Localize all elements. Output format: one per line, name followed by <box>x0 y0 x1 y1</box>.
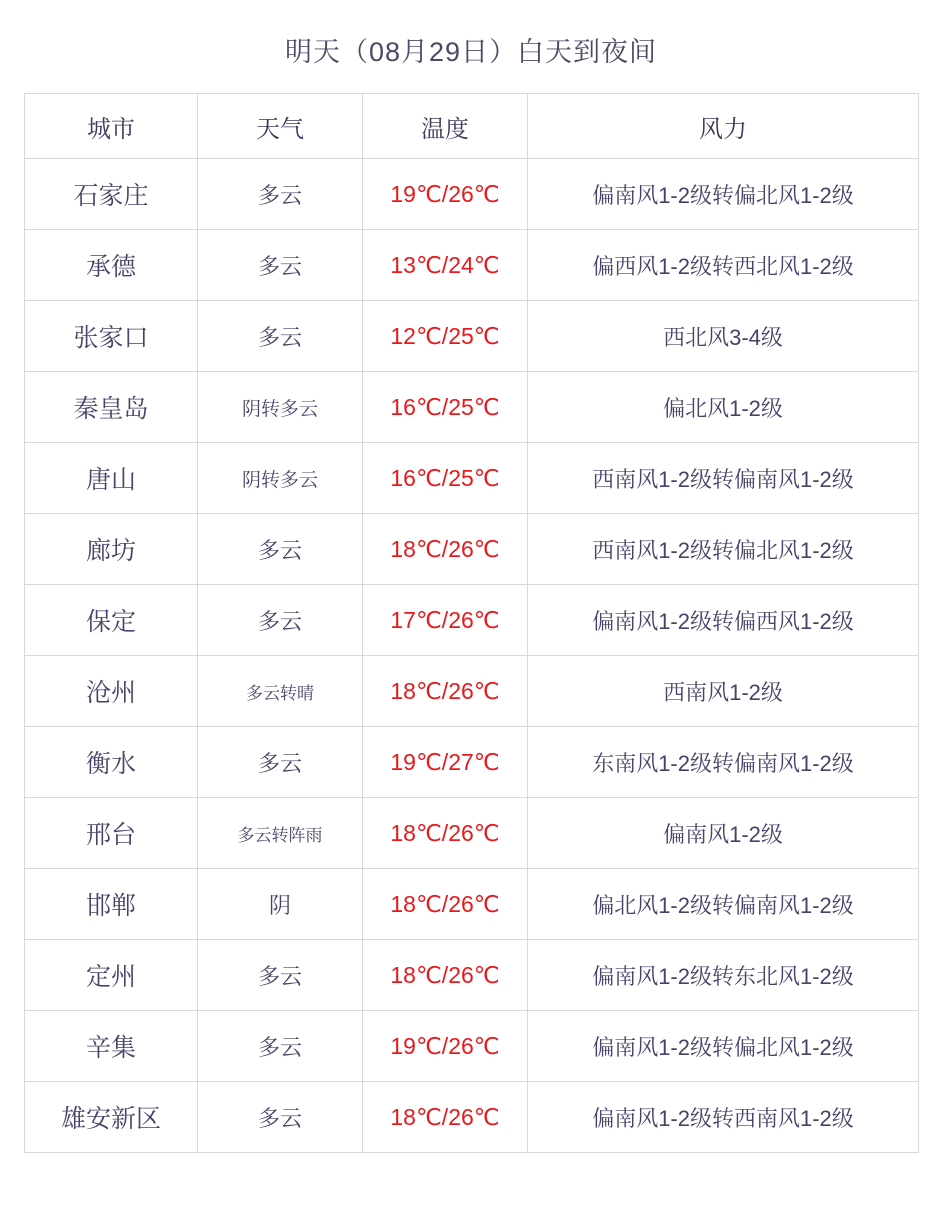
cell-city: 定州 <box>25 940 198 1011</box>
cell-weather: 阴转多云 <box>198 372 363 443</box>
cell-wind: 偏北风1-2级转偏南风1-2级 <box>528 869 919 940</box>
cell-temperature: 13℃/24℃ <box>363 230 528 301</box>
weather-table <box>24 93 919 1153</box>
cell-wind: 偏南风1-2级转偏北风1-2级 <box>528 1011 919 1082</box>
table-row <box>25 301 919 372</box>
cell-wind: 东南风1-2级转偏南风1-2级 <box>528 727 919 798</box>
table-row <box>25 727 919 798</box>
cell-city: 沧州 <box>25 656 198 727</box>
cell-wind: 偏南风1-2级转偏西风1-2级 <box>528 585 919 656</box>
cell-city: 石家庄 <box>25 159 198 230</box>
table-body <box>25 159 919 1153</box>
cell-weather: 多云 <box>198 159 363 230</box>
cell-temperature: 18℃/26℃ <box>363 514 528 585</box>
cell-temperature: 19℃/27℃ <box>363 727 528 798</box>
cell-wind: 西南风1-2级转偏南风1-2级 <box>528 443 919 514</box>
column-header-city: 城市 <box>25 94 198 159</box>
cell-wind: 偏南风1-2级 <box>528 798 919 869</box>
cell-wind: 偏南风1-2级转东北风1-2级 <box>528 940 919 1011</box>
cell-temperature: 16℃/25℃ <box>363 372 528 443</box>
cell-city: 邯郸 <box>25 869 198 940</box>
table-row <box>25 443 919 514</box>
cell-wind: 偏北风1-2级 <box>528 372 919 443</box>
table-row <box>25 940 919 1011</box>
cell-weather: 阴 <box>198 869 363 940</box>
table-row <box>25 585 919 656</box>
cell-temperature: 18℃/26℃ <box>363 1082 528 1153</box>
cell-temperature: 19℃/26℃ <box>363 1011 528 1082</box>
table-row <box>25 514 919 585</box>
table-row <box>25 869 919 940</box>
cell-city: 张家口 <box>25 301 198 372</box>
table-header <box>25 94 919 159</box>
cell-temperature: 18℃/26℃ <box>363 869 528 940</box>
column-header-weather: 天气 <box>198 94 363 159</box>
table-row <box>25 1082 919 1153</box>
cell-weather: 多云 <box>198 1082 363 1153</box>
cell-weather: 阴转多云 <box>198 443 363 514</box>
cell-city: 承德 <box>25 230 198 301</box>
cell-weather: 多云转晴 <box>198 656 363 727</box>
cell-weather: 多云 <box>198 230 363 301</box>
cell-city: 唐山 <box>25 443 198 514</box>
cell-temperature: 12℃/25℃ <box>363 301 528 372</box>
cell-wind: 偏南风1-2级转偏北风1-2级 <box>528 159 919 230</box>
cell-weather: 多云转阵雨 <box>198 798 363 869</box>
cell-wind: 西南风1-2级转偏北风1-2级 <box>528 514 919 585</box>
cell-city: 衡水 <box>25 727 198 798</box>
cell-city: 邢台 <box>25 798 198 869</box>
cell-weather: 多云 <box>198 585 363 656</box>
cell-city: 保定 <box>25 585 198 656</box>
cell-temperature: 16℃/25℃ <box>363 443 528 514</box>
cell-temperature: 17℃/26℃ <box>363 585 528 656</box>
cell-weather: 多云 <box>198 940 363 1011</box>
table-row <box>25 372 919 443</box>
cell-wind: 西北风3-4级 <box>528 301 919 372</box>
cell-weather: 多云 <box>198 1011 363 1082</box>
table-row <box>25 159 919 230</box>
cell-city: 秦皇岛 <box>25 372 198 443</box>
cell-wind: 西南风1-2级 <box>528 656 919 727</box>
table-header-row <box>25 94 919 159</box>
cell-temperature: 18℃/26℃ <box>363 940 528 1011</box>
table-row <box>25 656 919 727</box>
cell-wind: 偏西风1-2级转西北风1-2级 <box>528 230 919 301</box>
cell-temperature: 18℃/26℃ <box>363 798 528 869</box>
page-title: 明天（08月29日）白天到夜间 <box>284 37 658 67</box>
cell-weather: 多云 <box>198 727 363 798</box>
table-row <box>25 1011 919 1082</box>
cell-city: 雄安新区 <box>25 1082 198 1153</box>
cell-city: 辛集 <box>25 1011 198 1082</box>
table-row <box>25 230 919 301</box>
cell-temperature: 19℃/26℃ <box>363 159 528 230</box>
cell-weather: 多云 <box>198 301 363 372</box>
column-header-temperature: 温度 <box>363 94 528 159</box>
table-row <box>25 798 919 869</box>
cell-city: 廊坊 <box>25 514 198 585</box>
cell-wind: 偏南风1-2级转西南风1-2级 <box>528 1082 919 1153</box>
cell-weather: 多云 <box>198 514 363 585</box>
cell-temperature: 18℃/26℃ <box>363 656 528 727</box>
column-header-wind: 风力 <box>528 94 919 159</box>
